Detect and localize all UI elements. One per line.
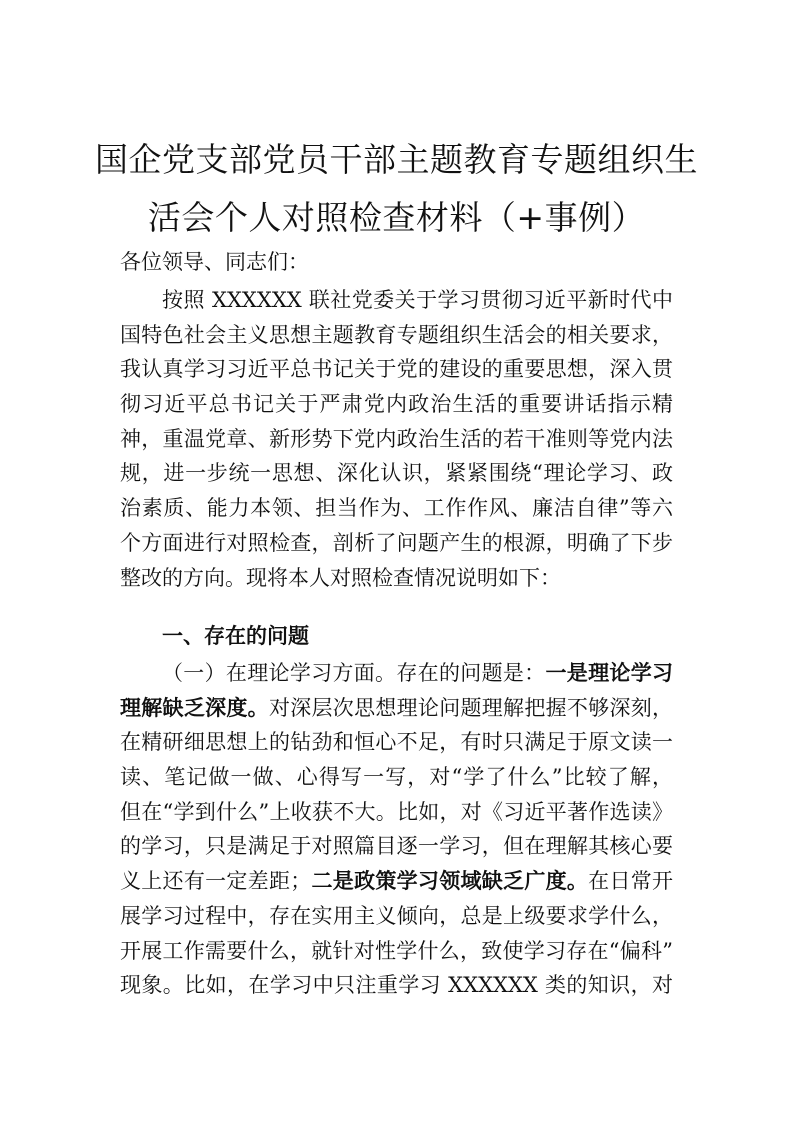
- paragraph-line: 神，重温党章、新形势下党内政治生活的若干准则等党内法: [120, 426, 673, 451]
- paragraph-line: [120, 864, 673, 899]
- intro-paragraph: [120, 283, 673, 595]
- paragraph-line: 开展工作需要什么，就针对性学什么，致使学习存在“偏科”: [120, 938, 673, 963]
- paragraph-line: 整改的方向。现将本人对照检查情况说明如下：: [120, 565, 561, 590]
- paragraph-line: 读、笔记做一做、心得写一写，对“学了什么”比较了解，: [120, 765, 673, 790]
- paragraph-line: 现象。比如，在学习中只注重学习 XXXXXX 类的知识，对: [120, 973, 673, 998]
- bold-phrase: 一是理论学习: [545, 660, 673, 685]
- paragraph-text: 在日常开: [588, 869, 673, 894]
- paragraph-line: 治素质、能力本领、担当作为、工作作风、廉洁自律”等六: [120, 496, 673, 521]
- section1-paragraph: [120, 656, 673, 1003]
- paragraph-line: 在精研细思想上的钻劲和恒心不足，有时只满足于原文读一: [120, 730, 673, 755]
- paragraph-line: 个方面进行对照检查，剖析了问题产生的根源，明确了下步: [120, 530, 673, 555]
- section-heading: 一、存在的问题: [162, 624, 309, 648]
- bold-phrase: 二是政策学习领域缺乏广度。: [311, 868, 589, 894]
- paragraph-line: 但在“学到什么”上收获不大。比如，对《习近平著作选读》: [120, 799, 673, 824]
- paragraph-line: 规，进一步统一思想、深化认识，紧紧围绕“理论学习、政: [120, 461, 673, 486]
- paragraph-line: 国特色社会主义思想主题教育专题组织生活会的相关要求，: [120, 322, 673, 347]
- paragraph-line: 我认真学习习近平总书记关于党的建设的重要思想，深入贯: [120, 357, 673, 382]
- paragraph-line: [120, 691, 673, 726]
- paragraph-text: 义上还有一定差距；: [120, 869, 312, 894]
- document-title-line-2: 活会个人对照检查材料（+事例）: [147, 198, 646, 237]
- paragraph-line: 彻习近平总书记关于严肃党内政治生活的重要讲话指示精: [120, 392, 673, 417]
- paragraph-text: （一）在理论学习方面。存在的问题是：: [162, 661, 546, 685]
- document-title-line-1: 国企党支部党员干部主题教育专题组织生: [95, 140, 698, 179]
- paragraph-line: [120, 656, 673, 691]
- bold-phrase: 理解缺乏深度。: [120, 694, 269, 720]
- paragraph-text: 对深层次思想理论问题理解把握不够深刻，: [268, 695, 673, 720]
- paragraph-line: 的学习，只是满足于对照篇目逐一学习，但在理解其核心要: [120, 834, 673, 859]
- paragraph-line: 按照 XXXXXX 联社党委关于学习贯彻习近平新时代中: [162, 288, 673, 312]
- greeting: 各位领导、同志们：: [120, 250, 309, 274]
- paragraph-line: 展学习过程中，存在实用主义倾向，总是上级要求学什么，: [120, 903, 673, 928]
